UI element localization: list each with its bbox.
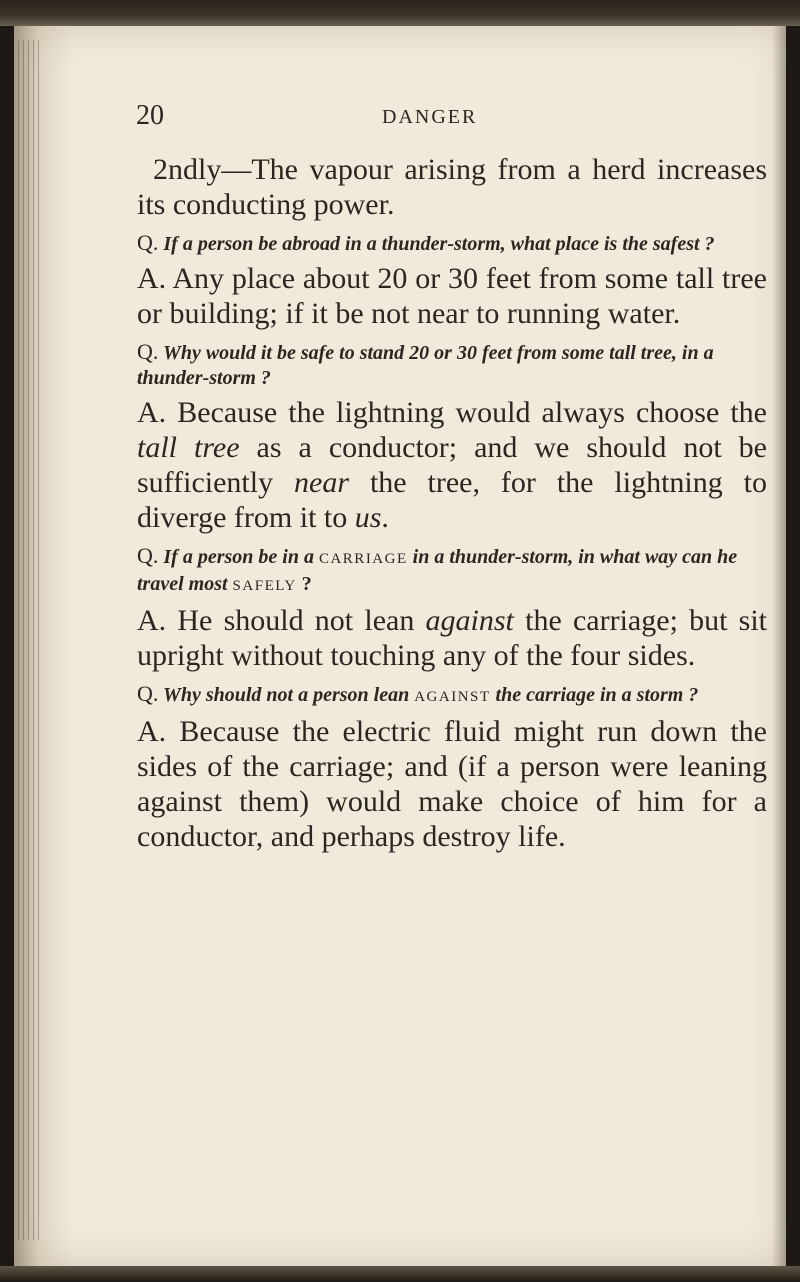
answer-label: A. [137,262,167,295]
scan-bottom-edge [0,1266,800,1282]
question-4 [137,681,767,710]
question-text: Why should not a person lean [163,684,410,706]
emphasis-against: against [425,604,514,637]
paragraph-text: 2ndly—The vapour arising from a herd increases its conducting power. [137,153,767,221]
answer-text: . [381,501,389,534]
question-text: If a person be abroad in a thunder-storm, what place is the safest ? [163,233,715,255]
answer-4 [137,714,767,854]
question-mark: ? [301,573,312,595]
question-text: If a person be in a [163,546,314,568]
question-3 [137,543,767,599]
answer-2 [137,395,767,535]
answer-text: the carriage; but sit upright without touching any of the four sides. [137,604,768,672]
scan-top-edge [0,0,800,26]
answer-text: He should not lean [177,604,415,637]
emphasis-near: near [294,466,350,499]
answer-text: as a conductor; and we should not be sufficiently [137,431,767,499]
smallcaps-against: AGAINST [414,689,491,705]
running-head: DANGER [382,106,478,128]
answer-3 [137,603,767,673]
question-label: Q. [137,230,159,255]
page-number: 20 [136,100,164,131]
answer-label: A. [137,604,167,637]
answer-text: Because the lightning would always choose the [177,396,767,429]
answer-text: the tree, for the lightning to diverge from it to [137,466,768,534]
page-body [137,152,767,862]
emphasis-us: us [354,501,382,534]
emphasis-tall-tree: tall tree [137,431,240,464]
answer-text: Because the electric fluid might run down the sides of the carriage; and (if a person were leaning against them) would make choice of him for a conductor, and perhaps destroy life. [137,715,767,853]
question-label: Q. [137,543,159,568]
question-1 [137,230,767,257]
question-label: Q. [137,339,159,364]
page-right-edge [772,26,786,1266]
question-2 [137,339,767,391]
answer-label: A. [137,396,167,429]
question-text: in a thunder-storm, in what way can he travel most [137,546,738,595]
answer-1 [137,261,767,331]
question-text: the carriage in a storm ? [495,684,699,706]
question-label: Q. [137,681,159,706]
answer-text: Any place about 20 or 30 feet from some tall tree or building; if it be not near to running water. [137,262,767,330]
answer-label: A. [137,715,167,748]
page-edge-lines [18,40,40,1240]
smallcaps-carriage: CARRIAGE [318,551,408,567]
page-header [136,100,736,140]
question-text: Why would it be safe to stand 20 or 30 feet from some tall tree, in a thunder-storm ? [137,342,714,389]
paragraph-vapour [137,152,767,222]
smallcaps-safely: SAFELY [232,578,297,594]
